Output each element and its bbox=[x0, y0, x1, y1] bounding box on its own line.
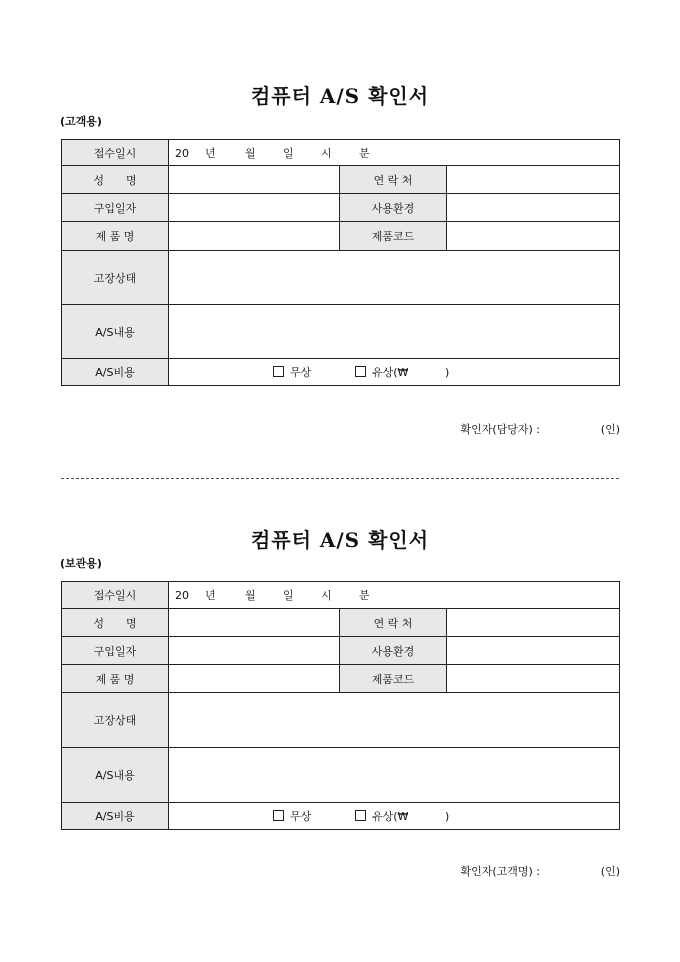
day-label: 일 bbox=[283, 589, 294, 602]
year-prefix: 20 bbox=[175, 146, 189, 160]
purchase-date-field[interactable] bbox=[169, 194, 340, 222]
name-label: 성 명 bbox=[62, 166, 169, 194]
form1-subtitle: (고객용) bbox=[60, 115, 102, 128]
paid-close: ) bbox=[445, 366, 450, 379]
form1-stamp: (인) bbox=[600, 423, 620, 436]
as-cost-field bbox=[169, 803, 620, 830]
product-code-field[interactable] bbox=[447, 665, 620, 693]
product-code-field[interactable] bbox=[447, 222, 620, 251]
product-name-label: 제 품 명 bbox=[62, 665, 169, 693]
fault-field[interactable] bbox=[169, 251, 620, 305]
environment-field[interactable] bbox=[447, 194, 620, 222]
form2-table bbox=[61, 581, 620, 830]
fault-label: 고장상태 bbox=[62, 251, 169, 305]
fault-field[interactable] bbox=[169, 693, 620, 748]
received-label: 접수일시 bbox=[62, 582, 169, 609]
contact-field[interactable] bbox=[447, 166, 620, 194]
year-prefix: 20 bbox=[175, 589, 189, 602]
contact-label: 연 락 처 bbox=[340, 609, 447, 637]
year-label: 년 bbox=[205, 146, 216, 160]
received-label: 접수일시 bbox=[62, 140, 169, 166]
form2-signature bbox=[0, 863, 620, 879]
as-cost-label: A/S비용 bbox=[62, 803, 169, 830]
environment-label: 사용환경 bbox=[340, 194, 447, 222]
form2-title: 컴퓨터 A/S 확인서 bbox=[250, 528, 430, 552]
product-name-field[interactable] bbox=[169, 222, 340, 251]
minute-label: 분 bbox=[359, 146, 370, 160]
form1-signature bbox=[0, 421, 620, 437]
product-code-label: 제품코드 bbox=[340, 665, 447, 693]
free-checkbox[interactable] bbox=[273, 810, 284, 821]
environment-field[interactable] bbox=[447, 637, 620, 665]
form2-signer-label: 확인자(고객명) : bbox=[460, 865, 540, 878]
received-field[interactable] bbox=[169, 140, 620, 166]
month-label: 월 bbox=[245, 146, 256, 160]
as-content-label: A/S내용 bbox=[62, 748, 169, 803]
paid-label: 유상(₩ bbox=[372, 810, 409, 823]
purchase-date-field[interactable] bbox=[169, 637, 340, 665]
as-content-field[interactable] bbox=[169, 305, 620, 359]
product-code-label: 제품코드 bbox=[340, 222, 447, 251]
paid-close: ) bbox=[445, 810, 450, 823]
product-name-field[interactable] bbox=[169, 665, 340, 693]
name-label: 성 명 bbox=[62, 609, 169, 637]
name-field[interactable] bbox=[169, 166, 340, 194]
as-content-field[interactable] bbox=[169, 748, 620, 803]
paid-checkbox[interactable] bbox=[355, 366, 366, 377]
month-label: 월 bbox=[245, 589, 256, 602]
environment-label: 사용환경 bbox=[340, 637, 447, 665]
minute-label: 분 bbox=[359, 589, 370, 602]
form2-subtitle: (보관용) bbox=[60, 557, 102, 570]
contact-field[interactable] bbox=[447, 609, 620, 637]
paid-label: 유상(₩ bbox=[372, 366, 409, 379]
form2-stamp: (인) bbox=[600, 865, 620, 878]
hour-label: 시 bbox=[321, 146, 332, 160]
year-label: 년 bbox=[205, 589, 216, 602]
name-field[interactable] bbox=[169, 609, 340, 637]
day-label: 일 bbox=[283, 146, 294, 160]
form1-table bbox=[61, 139, 620, 386]
as-cost-field bbox=[169, 359, 620, 386]
free-label: 무상 bbox=[290, 810, 312, 823]
cut-line bbox=[61, 478, 619, 479]
received-field[interactable] bbox=[169, 582, 620, 609]
as-cost-label: A/S비용 bbox=[62, 359, 169, 386]
contact-label: 연 락 처 bbox=[340, 166, 447, 194]
hour-label: 시 bbox=[321, 589, 332, 602]
fault-label: 고장상태 bbox=[62, 693, 169, 748]
purchase-date-label: 구입일자 bbox=[62, 194, 169, 222]
free-label: 무상 bbox=[290, 366, 312, 379]
form1-signer-label: 확인자(담당자) : bbox=[460, 423, 540, 436]
product-name-label: 제 품 명 bbox=[62, 222, 169, 251]
purchase-date-label: 구입일자 bbox=[62, 637, 169, 665]
free-checkbox[interactable] bbox=[273, 366, 284, 377]
paid-checkbox[interactable] bbox=[355, 810, 366, 821]
as-content-label: A/S내용 bbox=[62, 305, 169, 359]
form1-title: 컴퓨터 A/S 확인서 bbox=[250, 84, 430, 108]
